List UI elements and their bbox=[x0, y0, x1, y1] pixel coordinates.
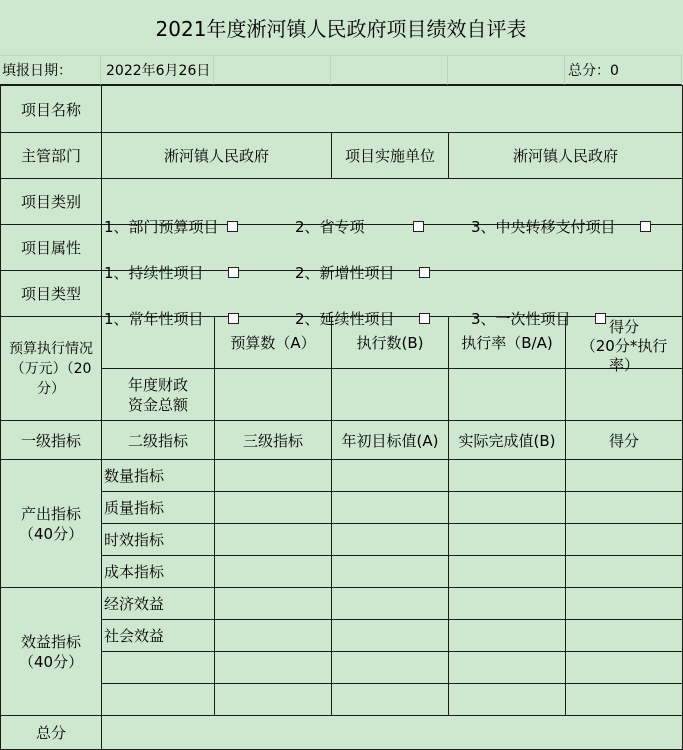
checkbox[interactable] bbox=[640, 221, 651, 232]
fill-date-label: 填报日期： bbox=[0, 55, 101, 85]
header-level3: 三级指标 bbox=[215, 421, 332, 460]
benefit-item: 社会效益 bbox=[102, 620, 215, 652]
header-level2: 二级指标 bbox=[102, 421, 215, 460]
indicator-cell[interactable] bbox=[332, 524, 449, 556]
type-option-annual[interactable] bbox=[104, 308, 239, 329]
annual-rate-value[interactable] bbox=[449, 369, 566, 421]
indicator-cell[interactable] bbox=[332, 460, 449, 492]
indicator-cell[interactable] bbox=[566, 620, 683, 652]
category-options bbox=[102, 179, 683, 236]
dept-value[interactable]: 淅河镇人民政府 bbox=[102, 133, 332, 179]
indicator-cell[interactable] bbox=[566, 652, 683, 684]
option-label: 3、一次性项目 bbox=[471, 309, 571, 328]
option-label: 2、延续性项目 bbox=[295, 309, 395, 328]
dept-label: 主管部门 bbox=[1, 133, 102, 179]
type-option-onetime[interactable] bbox=[471, 308, 606, 329]
header-actual: 实际完成值(B) bbox=[449, 421, 566, 460]
impl-label: 项目实施单位 bbox=[332, 133, 449, 179]
score-head-line2: （20分*执行 bbox=[580, 337, 668, 355]
indicator-cell[interactable] bbox=[449, 524, 566, 556]
output-item: 时效指标 bbox=[102, 524, 215, 556]
header-score: 得分 bbox=[566, 421, 683, 460]
option-label: 2、省专项 bbox=[295, 217, 365, 236]
indicator-cell[interactable] bbox=[449, 492, 566, 524]
indicator-cell[interactable] bbox=[449, 460, 566, 492]
indicator-cell[interactable] bbox=[449, 588, 566, 620]
category-option-dept[interactable] bbox=[104, 216, 238, 237]
indicator-cell[interactable] bbox=[215, 684, 332, 716]
indicator-cell[interactable] bbox=[332, 588, 449, 620]
indicator-cell[interactable] bbox=[566, 556, 683, 588]
total-label: 总分 bbox=[1, 716, 102, 750]
indicator-cell[interactable] bbox=[332, 620, 449, 652]
checkbox[interactable] bbox=[227, 221, 238, 232]
evaluation-table bbox=[0, 85, 683, 750]
option-label: 1、常年性项目 bbox=[104, 309, 204, 328]
checkbox[interactable] bbox=[419, 267, 430, 278]
indicator-cell[interactable] bbox=[449, 556, 566, 588]
indicator-cell[interactable] bbox=[215, 524, 332, 556]
indicator-cell[interactable] bbox=[449, 620, 566, 652]
checkbox[interactable] bbox=[413, 221, 424, 232]
type-option-extended[interactable] bbox=[295, 308, 430, 329]
attr-option-new[interactable] bbox=[295, 262, 430, 283]
budget-exec-label: 预算执行情况（万元）（20分） bbox=[1, 317, 102, 421]
fill-date-value[interactable]: 2022年6月26日 bbox=[101, 55, 214, 85]
indicator-cell[interactable] bbox=[215, 492, 332, 524]
project-name-value[interactable] bbox=[102, 86, 683, 133]
project-name-label: 项目名称 bbox=[1, 86, 102, 133]
checkbox[interactable] bbox=[228, 313, 239, 324]
output-item: 数量指标 bbox=[102, 460, 215, 492]
output-item: 成本指标 bbox=[102, 556, 215, 588]
indicator-cell[interactable] bbox=[449, 684, 566, 716]
indicator-cell[interactable] bbox=[449, 652, 566, 684]
benefit-item: 经济效益 bbox=[102, 588, 215, 620]
category-option-provincial[interactable] bbox=[295, 216, 424, 237]
header-target: 年初目标值(A) bbox=[332, 421, 449, 460]
col-exec: 执行数(B) bbox=[332, 317, 449, 369]
output-indicator-label: 产出指标（40分） bbox=[1, 460, 102, 588]
indicator-cell[interactable] bbox=[215, 556, 332, 588]
benefit-indicator-label: 效益指标（40分） bbox=[1, 588, 102, 716]
header-level1: 一级指标 bbox=[1, 421, 102, 460]
checkbox[interactable] bbox=[419, 313, 430, 324]
total-value[interactable] bbox=[102, 716, 683, 750]
sheet-title: 2021年度淅河镇人民政府项目绩效自评表 bbox=[0, 0, 682, 56]
option-label: 3、中央转移支付项目 bbox=[471, 217, 616, 236]
benefit-item bbox=[102, 684, 215, 716]
indicator-cell[interactable] bbox=[566, 684, 683, 716]
indicator-cell[interactable] bbox=[332, 492, 449, 524]
col-rate: 执行率（B/A) bbox=[449, 317, 566, 369]
indicator-cell[interactable] bbox=[566, 588, 683, 620]
score-head-line1: 得分 bbox=[609, 318, 640, 336]
fill-cell-blank[interactable] bbox=[331, 55, 448, 85]
option-label: 2、新增性项目 bbox=[295, 263, 395, 282]
fill-cell-blank[interactable] bbox=[448, 55, 565, 85]
indicator-cell[interactable] bbox=[566, 460, 683, 492]
score-head-line3: 率） bbox=[609, 356, 640, 374]
benefit-item bbox=[102, 652, 215, 684]
category-label: 项目类别 bbox=[1, 179, 102, 225]
col-budget: 预算数（A） bbox=[215, 317, 332, 369]
indicator-cell[interactable] bbox=[215, 588, 332, 620]
indicator-cell[interactable] bbox=[215, 620, 332, 652]
annual-fund-label: 年度财政资金总额 bbox=[102, 369, 215, 421]
indicator-cell[interactable] bbox=[215, 460, 332, 492]
fill-cell-blank[interactable] bbox=[214, 55, 331, 85]
annual-budget-value[interactable] bbox=[215, 369, 332, 421]
indicator-cell[interactable] bbox=[332, 652, 449, 684]
impl-value[interactable]: 淅河镇人民政府 bbox=[449, 133, 683, 179]
attr-option-continuing[interactable] bbox=[104, 262, 239, 283]
fill-info-row bbox=[0, 55, 682, 85]
option-label: 1、部门预算项目 bbox=[104, 217, 219, 236]
total-score-label: 总分：0 bbox=[565, 55, 682, 85]
attr-label: 项目属性 bbox=[1, 225, 102, 271]
category-option-central[interactable] bbox=[471, 216, 651, 237]
option-label: 1、持续性项目 bbox=[104, 263, 204, 282]
annual-score-value[interactable] bbox=[566, 369, 683, 421]
checkbox[interactable] bbox=[228, 267, 239, 278]
indicator-cell[interactable] bbox=[332, 556, 449, 588]
annual-exec-value[interactable] bbox=[332, 369, 449, 421]
indicator-cell[interactable] bbox=[566, 492, 683, 524]
checkbox[interactable] bbox=[595, 313, 606, 324]
indicator-cell[interactable] bbox=[566, 524, 683, 556]
type-label: 项目类型 bbox=[1, 271, 102, 317]
indicator-cell[interactable] bbox=[215, 652, 332, 684]
output-item: 质量指标 bbox=[102, 492, 215, 524]
indicator-cell[interactable] bbox=[332, 684, 449, 716]
